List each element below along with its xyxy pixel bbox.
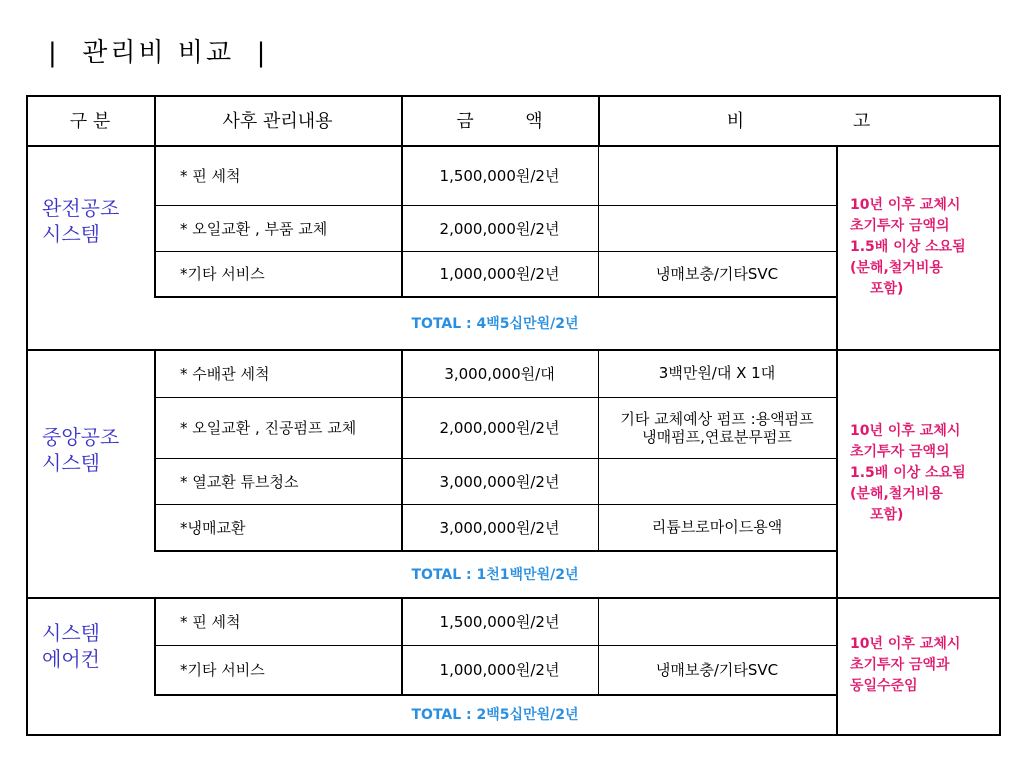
group-note	[850, 349, 997, 597]
row-item: * 열교환 튜브청소	[180, 472, 299, 491]
col-divider-2	[401, 597, 403, 694]
row-remark: 3백만원/대 X 1대	[658, 364, 776, 382]
table-left-border	[26, 95, 28, 736]
group-name-line: 중앙공조	[42, 424, 120, 449]
col-divider-1	[154, 349, 156, 550]
group-total: TOTAL : 4백5십만원/2년	[411, 315, 579, 332]
table-top-border	[26, 95, 1001, 97]
row-item: * 핀 세척	[180, 166, 241, 185]
row-amount: 3,000,000원/2년	[439, 518, 560, 537]
col-divider-3	[598, 145, 599, 296]
row-item: * 오일교환 , 진공펌프 교체	[180, 419, 357, 437]
group-name-line: 시스템	[42, 620, 100, 645]
group-note	[850, 145, 997, 349]
group-bottom-border	[26, 734, 1001, 736]
header-divider-1	[154, 95, 156, 145]
col-divider-3	[598, 597, 599, 694]
group-note-line: 초기투자 금액의	[850, 217, 950, 234]
group-note-line: 1.5배 이상 소요됨	[850, 238, 966, 255]
header-divider-2	[401, 95, 403, 145]
header-content: 사후 관리내용	[222, 111, 333, 132]
group-name-line: 시스템	[42, 450, 100, 475]
group-note-line: 10년 이후 교체시	[850, 422, 961, 439]
group-note-line: 10년 이후 교체시	[850, 636, 961, 652]
row-remark	[598, 597, 836, 645]
table-right-border	[999, 95, 1001, 736]
group-note-line: 초기투자 금액의	[850, 443, 950, 460]
row-remark-line: 기타 교체예상 펌프 :용액펌프	[620, 409, 814, 428]
group-note-line: 초기투자 금액과	[850, 657, 950, 673]
group-name-line: 시스템	[42, 221, 100, 246]
row-amount: 1,500,000원/2년	[439, 612, 560, 631]
row-item: *기타 서비스	[180, 265, 265, 283]
page-title: | 관리비 비교 |	[48, 38, 269, 68]
col-divider-4	[836, 349, 838, 597]
header-category: 구 분	[69, 111, 111, 132]
row-item: * 수배관 세척	[180, 364, 270, 383]
row-amount: 3,000,000원/대	[444, 364, 555, 383]
group-note-line: 포함)	[870, 280, 904, 297]
row-remark	[598, 145, 836, 205]
row-amount: 3,000,000원/2년	[439, 472, 560, 491]
col-divider-2	[401, 349, 403, 550]
group-name-line: 에어컨	[42, 646, 100, 671]
group-total: TOTAL : 2백5십만원/2년	[411, 707, 579, 723]
row-item: *기타 서비스	[180, 661, 265, 679]
row-amount: 1,000,000원/2년	[439, 661, 560, 679]
group-note	[850, 597, 997, 734]
col-divider-1	[154, 597, 156, 694]
row-amount: 1,500,000원/2년	[439, 166, 560, 185]
header-remarks: 비 고	[726, 111, 871, 132]
group-note-line: 10년 이후 교체시	[850, 196, 961, 213]
col-divider-3	[598, 349, 599, 550]
group-name	[42, 145, 154, 296]
col-divider-2	[401, 145, 403, 296]
col-divider-1	[154, 145, 156, 296]
header-divider-3	[598, 95, 600, 145]
row-amount: 2,000,000원/2년	[439, 419, 560, 437]
group-note-line: 포함)	[870, 506, 904, 523]
row-item: *냉매교환	[180, 518, 246, 537]
group-note-line: 1.5배 이상 소요됨	[850, 464, 966, 481]
group-note-line: (분해,철거비용	[850, 485, 943, 502]
row-remark: 냉매보충/기타SVC	[655, 660, 779, 679]
row-item: * 핀 세척	[180, 612, 241, 631]
group-note-line: 동일수준임	[850, 678, 918, 694]
row-remark	[598, 205, 836, 251]
row-remark-line: 냉매펌프,연료분무펌프	[642, 427, 792, 446]
row-remark	[598, 458, 836, 504]
row-amount: 1,000,000원/2년	[439, 265, 560, 283]
group-name-line: 완전공조	[42, 195, 120, 220]
header-amount: 금 액	[456, 111, 543, 132]
row-remark	[598, 397, 836, 458]
group-total: TOTAL : 1천1백만원/2년	[411, 566, 579, 583]
row-remark: 리튬브로마이드용액	[651, 518, 783, 536]
row-amount: 2,000,000원/2년	[439, 219, 560, 238]
group-note-line: (분해,철거비용	[850, 259, 943, 276]
col-divider-4	[836, 145, 838, 349]
group-name	[42, 597, 154, 694]
row-item: * 오일교환 , 부품 교체	[180, 219, 328, 238]
col-divider-4	[836, 597, 838, 734]
group-name	[42, 349, 154, 550]
row-remark: 냉매보충/기타SVC	[655, 264, 779, 283]
